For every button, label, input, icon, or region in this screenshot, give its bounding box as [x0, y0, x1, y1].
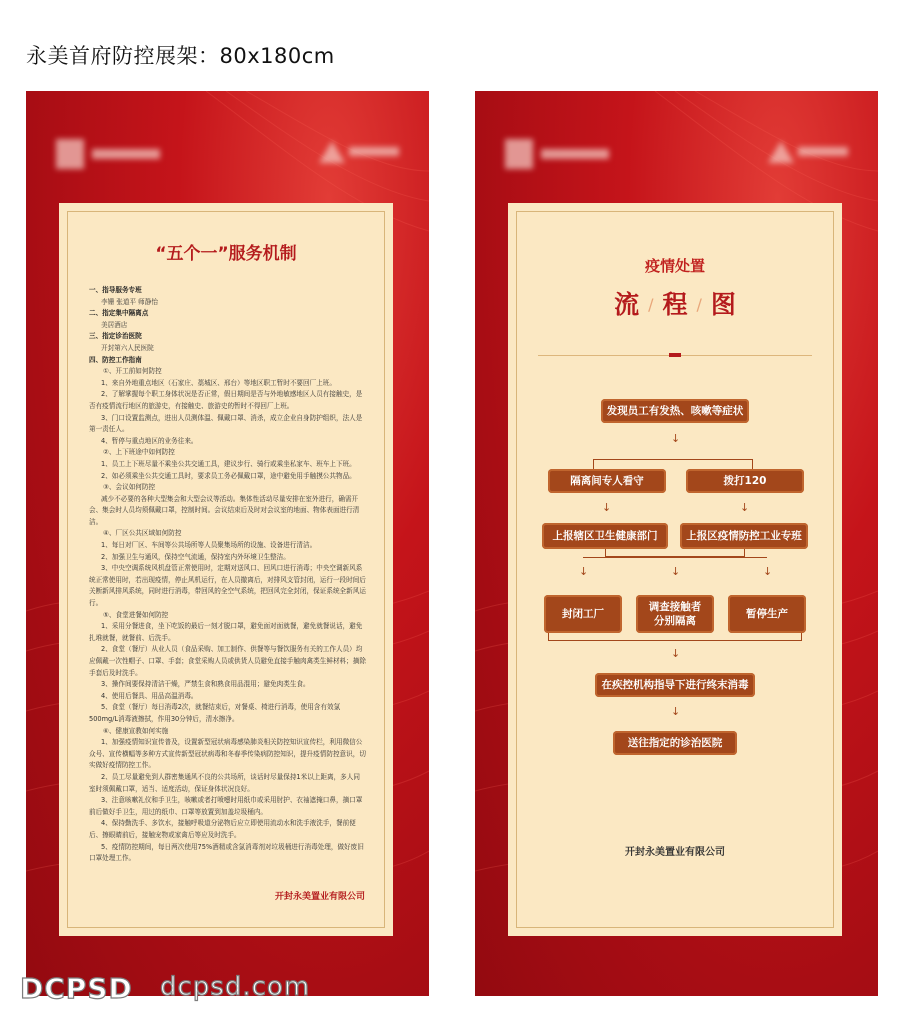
flowchart-title — [508, 285, 842, 321]
left-banner — [26, 91, 429, 996]
guideline-line: 2、了解掌握每个职工身体状况是否正常，假日期间是否与外地敏感地区人员有接触史，是否有疫情流行地区的旅游史，有接触史、旅游史的暂时不得回厂上班。 — [89, 390, 363, 410]
mechanism-title: “五个一”服务机制 — [155, 244, 297, 264]
section-heading: 四、防控工作指南 — [89, 355, 142, 364]
flow-step-call-120: 拨打120 — [686, 469, 804, 493]
guideline-line: 美居酒店 — [101, 320, 128, 329]
title-separator: / — [648, 295, 654, 314]
arrow-down-icon: ↓ — [602, 501, 612, 514]
flow-step-hospital: 送往指定的诊治医院 — [613, 731, 737, 755]
connector — [605, 549, 745, 557]
subsection-heading: ②、上下班途中如何防控 — [103, 448, 175, 457]
flowchart-title-char: 程 — [662, 290, 688, 319]
guideline-line: 2、员工尽量避免到人群密集通风不良的公共场所，谈话时尽量保持1米以上距离，多人同室时须佩戴口罩，适当、适度活动，保证身体状况良好。 — [89, 772, 360, 793]
watermark-brand: DCPSD — [20, 972, 133, 1005]
brand-logo-secondary — [319, 135, 399, 175]
flow-step-report-task-force: 上报区疫情防控工业专班 — [680, 523, 808, 549]
mechanism-card — [59, 203, 393, 936]
title-separator: / — [696, 295, 702, 314]
flowchart-card — [508, 203, 842, 936]
section-heading: 三、指定诊治医院 — [89, 332, 142, 341]
guideline-line: 3、门口设置监测点，进出人员测体温、佩戴口罩、消杀，成立企业自身防护组织，法人是第一责任人。 — [89, 413, 363, 434]
arrow-down-icon: ↓ — [579, 565, 589, 578]
arrow-down-icon: ↓ — [671, 432, 681, 445]
guideline-line: 3、注意咳嗽礼仪和手卫生，咳嗽或者打喷嚏时用纸巾或采用肘护、衣袖遮掩口鼻，摘口罩前后做好手卫生，用过的纸巾、口罩等放置到加盖垃圾桶内。 — [89, 796, 363, 816]
guideline-line: 1、加强疫情知识宣传普及，设置新型冠状病毒感染肺炎相关防控知识宣传栏，利用微信公众号、宣传横幅等多种方式宣传新型冠状病毒和冬春季传染病防控知识，提升疫情防控意识，切实做好疫情防控工作。 — [89, 738, 366, 770]
subsection-heading: ④、厂区公共区域如何防控 — [103, 529, 182, 538]
brand-logo — [56, 135, 166, 175]
flow-step-close-factory: 封闭工厂 — [544, 595, 622, 633]
flowchart-title-char: 流 — [614, 290, 640, 319]
flow-step-symptoms: 发现员工有发热、咳嗽等症状 — [601, 399, 749, 423]
flowchart-subtitle: 疫情处置 — [644, 257, 705, 275]
arrow-down-icon: ↓ — [671, 647, 681, 660]
guideline-text — [89, 285, 366, 865]
guideline-line: 1、采用分餐进食，坐下吃饭的最后一刻才脱口罩，避免面对面就餐，避免就餐说话，避免扎堆就餐，就餐前、后洗手。 — [89, 622, 363, 642]
flow-step-report-health-dept: 上报辖区卫生健康部门 — [542, 523, 668, 549]
guideline-line: 5、疫情防控期间，每日两次使用75%酒精或含氯消毒剂对垃圾桶进行消毒处理，做好废旧口罩处理工作。 — [89, 842, 364, 863]
flow-step-isolation-guard: 隔离间专人看守 — [548, 469, 666, 493]
connector — [583, 557, 767, 563]
divider-accent — [669, 353, 681, 357]
company-name: 开封永美置业有限公司 — [625, 847, 725, 858]
guideline-line: 1、员工上下班尽量不乘坐公共交通工具，建议步行、骑行或乘坐私家车、班车上下班。 — [101, 459, 356, 468]
guideline-line: 李姗 张道平 师静怡 — [101, 297, 158, 306]
flow-step-suspend-production: 暂停生产 — [728, 595, 806, 633]
subsection-heading: ⑥、健康宣教如何实施 — [103, 726, 169, 735]
arrow-down-icon: ↓ — [763, 565, 773, 578]
guideline-line: 5、食堂（餐厅）每日消毒2次，就餐结束后，对餐桌、椅进行消毒，使用含有效氯500mg/L消毒液擦拭，作用30分钟后，清水擦净。 — [89, 703, 341, 723]
connector — [548, 633, 802, 641]
connector — [593, 459, 753, 469]
section-heading: 二、指定集中隔离点 — [89, 309, 149, 318]
arrow-down-icon: ↓ — [671, 565, 681, 578]
flowchart-title-char: 图 — [710, 290, 736, 319]
guideline-line: 3、中央空调系统风机盘管正常使用时，定期对送风口、回风口进行消毒；中央空调新风系统正常使用时，若出现疫情，停止风机运行，在人员撤离后，对排风支管封闭，运行一段时间后关断新风排风系统，同时进行消毒，带回风的全空气系统，把回风完全封闭，保证系统全新风运行。 — [89, 564, 366, 608]
guideline-line: 2、食堂（餐厅）从业人员（食品采购、加工制作、供餐等与餐饮服务有关的工作人员）均应佩戴一次性帽子、口罩、手套；食堂采购人员或供货人员避免直接手触肉禽类生鲜材料；摘除手套后及时洗手。 — [89, 645, 366, 677]
guideline-line: 2、加强卫生与通风，保持空气流通，保持室内外环境卫生整洁。 — [101, 552, 290, 561]
guideline-line: 3、操作间要保持清洁干燥，严禁生食和熟食用品混用；避免肉类生食。 — [101, 680, 310, 689]
guideline-line: 开封第六人民医院 — [101, 343, 154, 352]
right-banner — [475, 91, 878, 996]
subsection-heading: ①、开工前如何防控 — [103, 367, 162, 376]
brand-logo-secondary — [768, 135, 848, 175]
guideline-line: 4、使用后餐具、用品高温消毒。 — [101, 691, 198, 700]
guideline-line: 1、每日对厂区、车间等公共场所等人员聚集场所的设施、设备进行清洁。 — [101, 541, 317, 550]
guideline-line: 1、来自外地重点地区（石家庄、藁城区、邢台）等地区职工暂时不要回厂上班。 — [101, 378, 336, 387]
brand-logo — [505, 135, 615, 175]
arrow-down-icon: ↓ — [671, 705, 681, 718]
guideline-line: 4、暂停与重点地区的业务往来。 — [101, 436, 198, 445]
watermark-url: dcpsd.com — [160, 972, 311, 1002]
flow-step-trace-contacts: 调查接触者 分别隔离 — [636, 595, 714, 633]
subsection-heading: ⑤、食堂进餐如何防控 — [103, 610, 169, 619]
section-heading: 一、指导服务专班 — [89, 286, 142, 294]
company-name: 开封永美置业有限公司 — [274, 892, 365, 902]
subsection-heading: ③、会议如何防控 — [103, 483, 156, 492]
page-title: 永美首府防控展架：80x180cm — [26, 44, 335, 68]
arrow-down-icon: ↓ — [740, 501, 750, 514]
guideline-line: 2、如必须乘坐公共交通工具时，要求员工务必佩戴口罩，途中避免用手触摸公共物品。 — [101, 471, 356, 480]
flow-step-final-disinfection: 在疾控机构指导下进行终末消毒 — [595, 673, 755, 697]
guideline-line: 减少不必要的各种大型集会和大型会议等活动。集体性活动尽量安排在室外进行，确需开会、集会时人员均须佩戴口罩，控制时间。会议结束后及时对会议室的地面、物体表面进行清洁。 — [89, 494, 360, 526]
guideline-line: 4、保持勤洗手、多饮水，接触呼吸道分泌物后应立即使用流动水和洗手液洗手，餐前便后、擦眼睛前后，接触宠物或家禽后等应及时洗手。 — [89, 819, 356, 839]
